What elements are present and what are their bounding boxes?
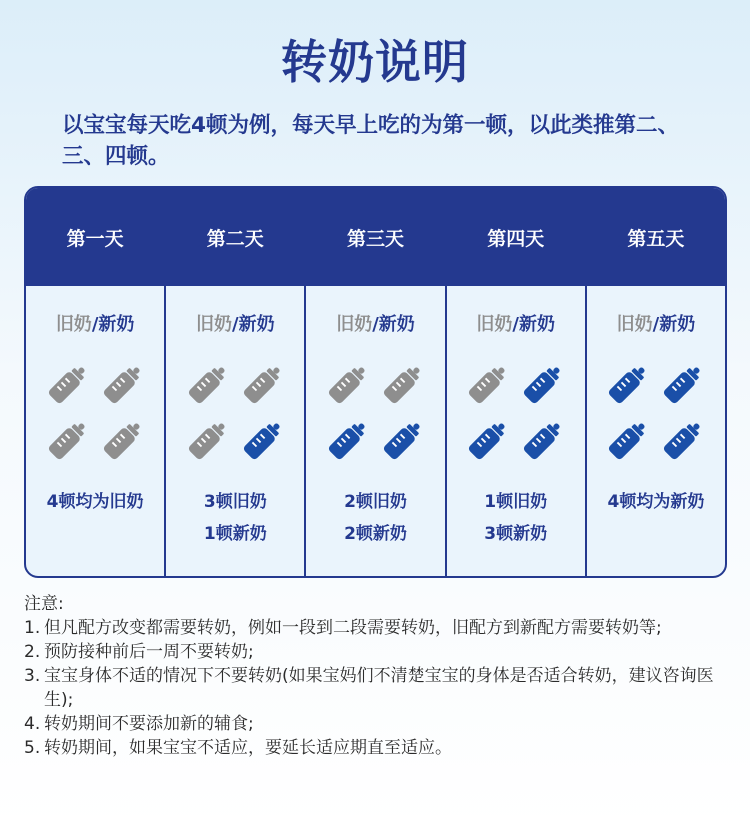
note-number: 2. bbox=[24, 642, 41, 662]
note-item bbox=[24, 640, 740, 664]
new-milk-bottle-icon bbox=[520, 417, 566, 463]
legend-new: 新奶 bbox=[98, 314, 135, 335]
old-milk-bottle-icon bbox=[240, 361, 286, 407]
summary-line: 3顿旧奶 bbox=[203, 492, 267, 512]
legend-separator: / bbox=[372, 314, 379, 335]
old-milk-bottle-icon bbox=[380, 361, 426, 407]
bottle-grid bbox=[180, 356, 290, 468]
summary-line: 1顿新奶 bbox=[203, 524, 267, 544]
old-milk-bottle-icon bbox=[100, 361, 146, 407]
note-number: 3. bbox=[24, 666, 41, 686]
notes-section bbox=[24, 592, 740, 760]
day-summary bbox=[447, 486, 585, 550]
note-number: 5. bbox=[24, 738, 41, 758]
summary-line: 3顿新奶 bbox=[484, 524, 548, 544]
old-milk-bottle-icon bbox=[185, 417, 231, 463]
summary-line: 4顿均为旧奶 bbox=[46, 492, 144, 512]
transition-table bbox=[24, 186, 727, 578]
notes-heading: 注意: bbox=[24, 594, 64, 614]
legend bbox=[587, 310, 725, 336]
new-milk-bottle-icon bbox=[660, 361, 706, 407]
day-summary bbox=[166, 486, 304, 550]
summary-line: 1顿旧奶 bbox=[484, 492, 548, 512]
legend-separator: / bbox=[652, 314, 660, 335]
legend-old: 旧奶 bbox=[196, 314, 233, 335]
old-milk-bottle-icon bbox=[325, 361, 371, 407]
day-column bbox=[587, 188, 725, 576]
bottle-grid bbox=[40, 356, 150, 468]
note-text: 预防接种前后一周不要转奶; bbox=[44, 642, 254, 662]
note-item bbox=[24, 616, 740, 640]
summary-line: 2顿新奶 bbox=[344, 524, 407, 544]
legend bbox=[166, 310, 304, 336]
legend-new: 新奶 bbox=[519, 314, 555, 335]
note-number: 1. bbox=[24, 618, 41, 638]
old-milk-bottle-icon bbox=[465, 361, 511, 407]
legend-new: 新奶 bbox=[238, 314, 275, 335]
bottle-grid bbox=[601, 356, 711, 468]
note-item bbox=[24, 664, 740, 712]
new-milk-bottle-icon bbox=[605, 417, 651, 463]
summary-line: 2顿旧奶 bbox=[344, 492, 407, 512]
legend-new: 新奶 bbox=[378, 314, 415, 335]
summary-line: 4顿均为新奶 bbox=[607, 492, 705, 512]
day-header: 第三天 bbox=[306, 188, 444, 286]
day-column bbox=[166, 188, 306, 576]
new-milk-bottle-icon bbox=[605, 361, 651, 407]
legend-separator: / bbox=[91, 314, 99, 335]
day-summary bbox=[306, 486, 444, 550]
new-milk-bottle-icon bbox=[465, 417, 511, 463]
new-milk-bottle-icon bbox=[520, 361, 566, 407]
old-milk-bottle-icon bbox=[185, 361, 231, 407]
note-text: 但凡配方改变都需要转奶，例如一段到二段需要转奶，旧配方到新配方需要转奶等; bbox=[44, 618, 662, 638]
intro-text: 以宝宝每天吃4顿为例，每天早上吃的为第一顿，以此类推第二、三、四顿。 bbox=[62, 113, 679, 169]
old-milk-bottle-icon bbox=[45, 417, 91, 463]
legend-separator: / bbox=[512, 314, 519, 335]
day-column bbox=[306, 188, 446, 576]
legend bbox=[26, 310, 164, 336]
note-item bbox=[24, 736, 740, 760]
note-number: 4. bbox=[24, 714, 41, 734]
legend-old: 旧奶 bbox=[336, 314, 373, 335]
new-milk-bottle-icon bbox=[240, 417, 286, 463]
page-title: 转奶说明 bbox=[281, 35, 469, 89]
legend bbox=[306, 310, 444, 336]
day-column bbox=[447, 188, 587, 576]
note-item bbox=[24, 712, 740, 736]
note-text: 转奶期间，如果宝宝不适应，要延长适应期直至适应。 bbox=[44, 738, 452, 758]
day-summary bbox=[26, 486, 164, 518]
note-text: 宝宝身体不适的情况下不要转奶(如果宝妈们不清楚宝宝的身体是否适合转奶，建议咨询医生); bbox=[44, 666, 714, 710]
legend-separator: / bbox=[232, 314, 239, 335]
day-header: 第五天 bbox=[587, 188, 725, 286]
bottle-grid bbox=[461, 356, 571, 468]
legend-new: 新奶 bbox=[659, 314, 696, 335]
legend-old: 旧奶 bbox=[616, 314, 653, 335]
new-milk-bottle-icon bbox=[325, 417, 371, 463]
old-milk-bottle-icon bbox=[45, 361, 91, 407]
legend-old: 旧奶 bbox=[476, 314, 513, 335]
note-text: 转奶期间不要添加新的辅食; bbox=[44, 714, 254, 734]
legend bbox=[447, 310, 585, 336]
day-column bbox=[26, 188, 166, 576]
new-milk-bottle-icon bbox=[660, 417, 706, 463]
new-milk-bottle-icon bbox=[380, 417, 426, 463]
day-header: 第一天 bbox=[26, 188, 164, 286]
day-header: 第四天 bbox=[447, 188, 585, 286]
day-summary bbox=[587, 486, 725, 518]
legend-old: 旧奶 bbox=[55, 314, 92, 335]
bottle-grid bbox=[321, 356, 431, 468]
old-milk-bottle-icon bbox=[100, 417, 146, 463]
day-header: 第二天 bbox=[166, 188, 304, 286]
